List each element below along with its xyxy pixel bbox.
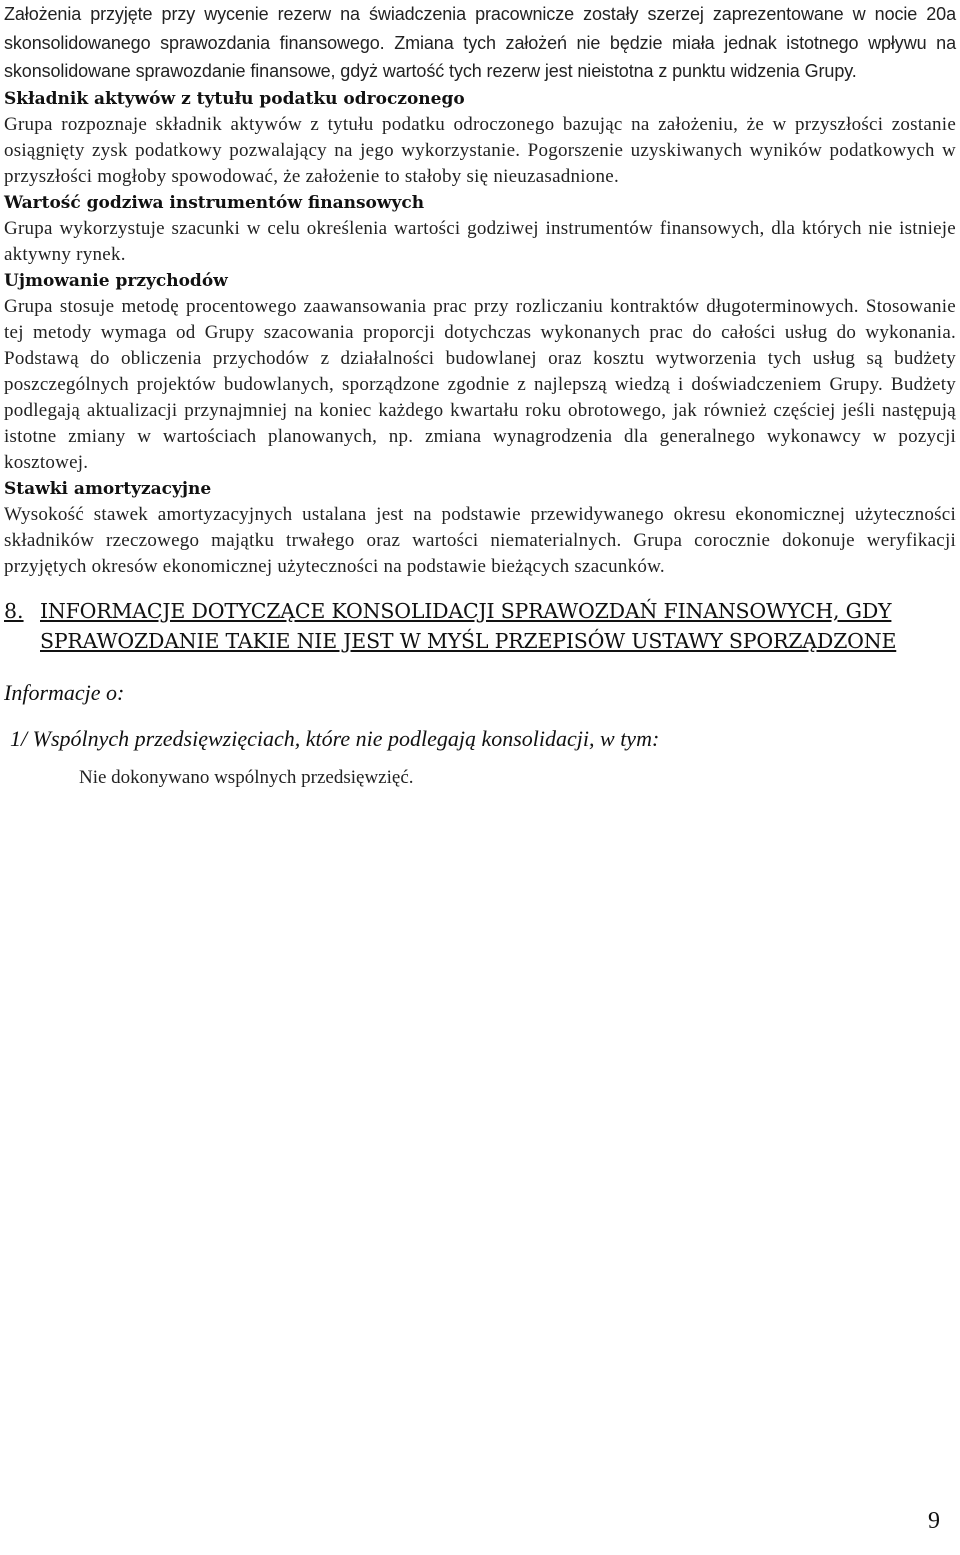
section-deferred-tax (4, 86, 956, 190)
page-number: 9 (928, 1508, 940, 1534)
section-8-title: INFORMACJE DOTYCZĄCE KONSOLIDACJI SPRAWOZDAŃ FINANSOWYCH, GDY SPRAWOZDANIE TAKIE NIE JEST W MYŚL PRZEPISÓW USTAWY SPORZĄDZONE (40, 598, 897, 653)
subsection-note: Nie dokonywano wspólnych przedsięwzięć. (79, 766, 414, 788)
section-fair-value (4, 190, 956, 268)
intro-paragraph: Założenia przyjęte przy wycenie rezerw na świadczenia pracownicze zostały szerzej zaprezentowane w nocie 20a skonsolidowanego sprawozdania finansowego. Zmiana tych założeń nie będzie miała jednak istotnego wpływu na skonsolidowane sprawozdanie finansowe, gdyż wartość tych rezerw jest nieistotna z punktu widzenia Grupy. (4, 4, 956, 81)
section-heading: Stawki amortyzacyjne (4, 478, 212, 499)
section-8-number: 8. (4, 598, 24, 623)
section-heading: Ujmowanie przychodów (4, 270, 228, 291)
section-heading: Wartość godziwa instrumentów finansowych (4, 192, 425, 213)
info-label: Informacje o: (4, 679, 125, 705)
section-body: Wysokość stawek amortyzacyjnych ustalana jest na podstawie przewidywanego okresu ekonomicznej użyteczności składników rzeczowego majątku trwałego oraz wartości niematerialnych. Grupa corocznie dokonuje weryfikacji przyjętych okresów ekonomicznej użyteczności na podstawie bieżących szacunków. (4, 503, 956, 577)
section-body: Grupa rozpoznaje składnik aktywów z tytułu podatku odroczonego bazując na założeniu, że w przyszłości zostanie osiągnięty zysk podatkowy pozwalający na jego wykorzystanie. Pogorszenie uzyskiwanych wyników podatkowych w przyszłości mogłoby spowodować, że założenie to stałoby się nieuzasadnione. (4, 113, 956, 187)
section-heading: Składnik aktywów z tytułu podatku odroczonego (4, 88, 465, 109)
section-body: Grupa stosuje metodę procentowego zaawansowania prac przy rozliczaniu kontraktów długoterminowych. Stosowanie tej metody wymaga od Grupy szacowania proporcji dotychczas wykonanych prac do całości usług do wykonania. Podstawą do obliczenia przychodów z działalności budowlanej oraz kosztu wytworzenia tych usług są budżety poszczególnych projektów budowlanych, sporządzone zgodnie z najlepszą wiedzą i doświadczeniem Grupy. Budżety podlegają aktualizacji przynajmniej na koniec każdego kwartału roku obrotowego, jak również częściej jeśli następują istotne zmiany w wartościach planowanych, np. zmiana wynagrodzenia dla generalnego wykonawcy w pozycji kosztowej. (4, 295, 956, 473)
section-body: Grupa wykorzystuje szacunki w celu określenia wartości godziwej instrumentów finansowych, dla których nie istnieje aktywny rynek. (4, 217, 956, 265)
subsection-heading: 1/ Wspólnych przedsięwzięciach, które nie podlegają konsolidacji, w tym: (10, 725, 660, 751)
section-depreciation-rates (4, 476, 956, 580)
section-revenue-recognition (4, 268, 956, 476)
document-page (4, 0, 956, 792)
section-8-heading (4, 596, 956, 656)
